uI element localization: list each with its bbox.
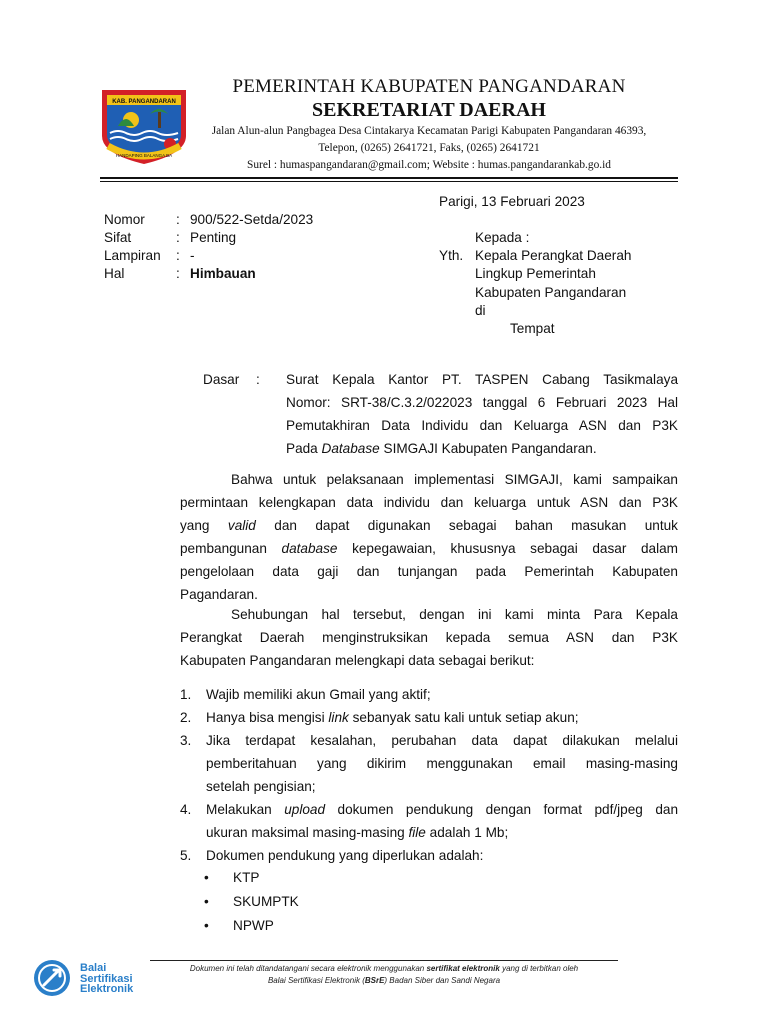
bullet-item: KTP <box>233 870 260 885</box>
meta-value-lampiran: - <box>190 248 195 263</box>
para-line: Pagandaran. <box>180 587 258 602</box>
logo-motto: HANDAPING BALANGA BA <box>115 153 173 158</box>
office-name: SEKRETARIAT DAERAH <box>312 99 546 121</box>
dasar-line <box>286 437 678 460</box>
bullet-icon: • <box>204 918 209 933</box>
letterhead <box>190 74 668 173</box>
list-line <box>206 798 678 821</box>
para-line: pengelolaan data gaji dan tunjangan pada Pemerintah Kabupaten <box>180 564 678 579</box>
recipient-line: Kepala Perangkat Daerah <box>475 248 632 263</box>
recipient-line: Lingkup Pemerintah <box>475 266 596 281</box>
notice-fragment: Balai Sertifikasi Elektronik ( <box>267 976 365 985</box>
esign-notice <box>150 963 618 987</box>
list-italic: upload <box>284 802 326 817</box>
notice-fragment: ) Badan Siber dan Sandi Negara <box>384 976 501 985</box>
list-fragment: ukuran maksimal masing-masing <box>206 825 409 840</box>
list-fragment: adalah 1 Mb; <box>425 825 509 840</box>
notice-bold: BSrE <box>364 976 385 985</box>
list-number: 5. <box>180 848 192 863</box>
dasar-line: Nomor: SRT-38/C.3.2/022023 tanggal 6 Februari 2023 Hal <box>286 395 678 410</box>
meta-label-nomor: Nomor <box>104 212 145 227</box>
list-fragment: dokumen pendukung dengan format pdf/jpeg dan <box>325 802 679 817</box>
list-line: setelah pengisian; <box>206 779 316 794</box>
dasar-text-fragment: SIMGAJI Kabupaten Pangandaran. <box>379 441 597 456</box>
meta-label-sifat: Sifat <box>104 230 132 245</box>
meta-label-hal: Hal <box>104 266 125 281</box>
bsre-word: Sertifikasi <box>80 972 133 985</box>
dasar-text-fragment: Pada <box>286 441 322 456</box>
meta-label-lampiran: Lampiran <box>104 248 161 263</box>
list-fragment: Melakukan <box>206 802 285 817</box>
letterhead-rule-thick <box>100 177 678 179</box>
para-italic: valid <box>227 518 256 533</box>
recipient-place: Tempat <box>510 321 555 336</box>
logo-label: KAB. PANGANDARAN <box>112 99 176 105</box>
para-line: Kabupaten Pangandaran melengkapi data sebagai berikut: <box>180 653 535 668</box>
notice-fragment: Dokumen ini telah ditandatangani secara elektronik menggunakan <box>189 964 427 973</box>
recipient-kepada: Kepada : <box>475 230 530 245</box>
para-fragment: kepegawaian, khususnya sebagai dasar dalam <box>337 541 678 556</box>
list-item-5: Dokumen pendukung yang diperlukan adalah: <box>206 848 484 863</box>
bullet-icon: • <box>204 894 209 909</box>
meta-sep: : <box>176 248 180 263</box>
list-italic: link <box>328 710 349 725</box>
dasar-text-italic: Database <box>321 441 380 456</box>
list-item-2 <box>206 706 579 729</box>
dasar-sep: : <box>256 372 260 387</box>
list-item-1: Wajib memiliki akun Gmail yang aktif; <box>206 687 431 702</box>
para-fragment: dan dapat digunakan sebagai bahan masukan untuk <box>255 518 678 533</box>
meta-sep: : <box>176 212 180 227</box>
footer-rule <box>150 960 618 961</box>
notice-fragment: yang di terbitkan oleh <box>499 964 579 973</box>
address-line-3: Surel : humaspangandaran@gmail.com; Website : humas.pangandarankab.go.id <box>247 159 611 171</box>
bsre-logo-icon <box>32 958 72 998</box>
para-line <box>180 514 678 537</box>
recipient-line: di <box>475 303 486 318</box>
bullet-item: NPWP <box>233 918 274 933</box>
dasar-line: Surat Kepala Kantor PT. TASPEN Cabang Tasikmalaya <box>286 372 678 387</box>
para-fragment: yang <box>180 518 228 533</box>
meta-value-sifat: Penting <box>190 230 237 245</box>
paragraph-2 <box>180 603 678 672</box>
para-italic: database <box>281 541 338 556</box>
bsre-wordmark <box>80 963 133 995</box>
para-line: permintaan kelengkapan data individu dan keluarga untuk ASN dan P3K <box>180 495 678 510</box>
para-fragment: pembangunan <box>180 541 282 556</box>
bsre-word: Balai <box>80 962 107 974</box>
list-line: pemberitahuan yang dikirim menggunakan email masing-masing <box>206 756 678 771</box>
place-date: Parigi, 13 Februari 2023 <box>439 194 585 209</box>
meta-sep: : <box>176 230 180 245</box>
list-line <box>206 821 678 844</box>
dasar-line: Pemutakhiran Data Individu dan Keluarga ASN dan P3K <box>286 418 678 433</box>
list-item-4 <box>206 798 678 844</box>
recipient-yth: Yth. <box>439 248 464 263</box>
para-line <box>180 537 678 560</box>
list-number: 3. <box>180 733 192 748</box>
list-number: 2. <box>180 710 192 725</box>
bullet-icon: • <box>204 870 209 885</box>
para-line: Sehubungan hal tersebut, dengan ini kami minta Para Kepala <box>231 607 678 622</box>
dasar-text <box>286 368 678 460</box>
meta-sep: : <box>176 266 180 281</box>
bullet-item: SKUMPTK <box>233 894 299 909</box>
list-italic: file <box>408 825 426 840</box>
dasar-label: Dasar <box>203 372 240 387</box>
bsre-word: Elektronik <box>80 983 134 995</box>
notice-bold: sertifikat elektronik <box>426 964 500 973</box>
list-fragment: sebanyak satu kali untuk setiap akun; <box>348 710 579 725</box>
para-line: Bahwa untuk pelaksanaan implementasi SIMGAJI, kami sampaikan <box>231 472 678 487</box>
letterhead-rule-thin <box>100 181 678 182</box>
address-line-1: Jalan Alun-alun Pangbagea Desa Cintakarya Kecamatan Parigi Kabupaten Pangandaran 46393, <box>211 125 647 137</box>
recipient-line: Kabupaten Pangandaran <box>475 285 627 300</box>
list-number: 4. <box>180 802 192 817</box>
pangandaran-regency-logo <box>98 86 190 166</box>
para-line: Perangkat Daerah menginstruksikan kepada semua ASN dan P3K <box>180 630 678 645</box>
government-name: PEMERINTAH KABUPATEN PANGANDARAN <box>232 76 626 97</box>
paragraph-1 <box>180 468 678 606</box>
address-line-2: Telepon, (0265) 2641721, Faks, (0265) 2641721 <box>318 142 540 154</box>
list-item-3 <box>206 729 678 798</box>
list-line: Jika terdapat kesalahan, perubahan data dapat dilakukan melalui <box>206 733 678 748</box>
list-number: 1. <box>180 687 192 702</box>
meta-value-nomor: 900/522-Setda/2023 <box>190 212 314 227</box>
list-fragment: Hanya bisa mengisi <box>206 710 329 725</box>
meta-value-hal: Himbauan <box>190 266 256 281</box>
